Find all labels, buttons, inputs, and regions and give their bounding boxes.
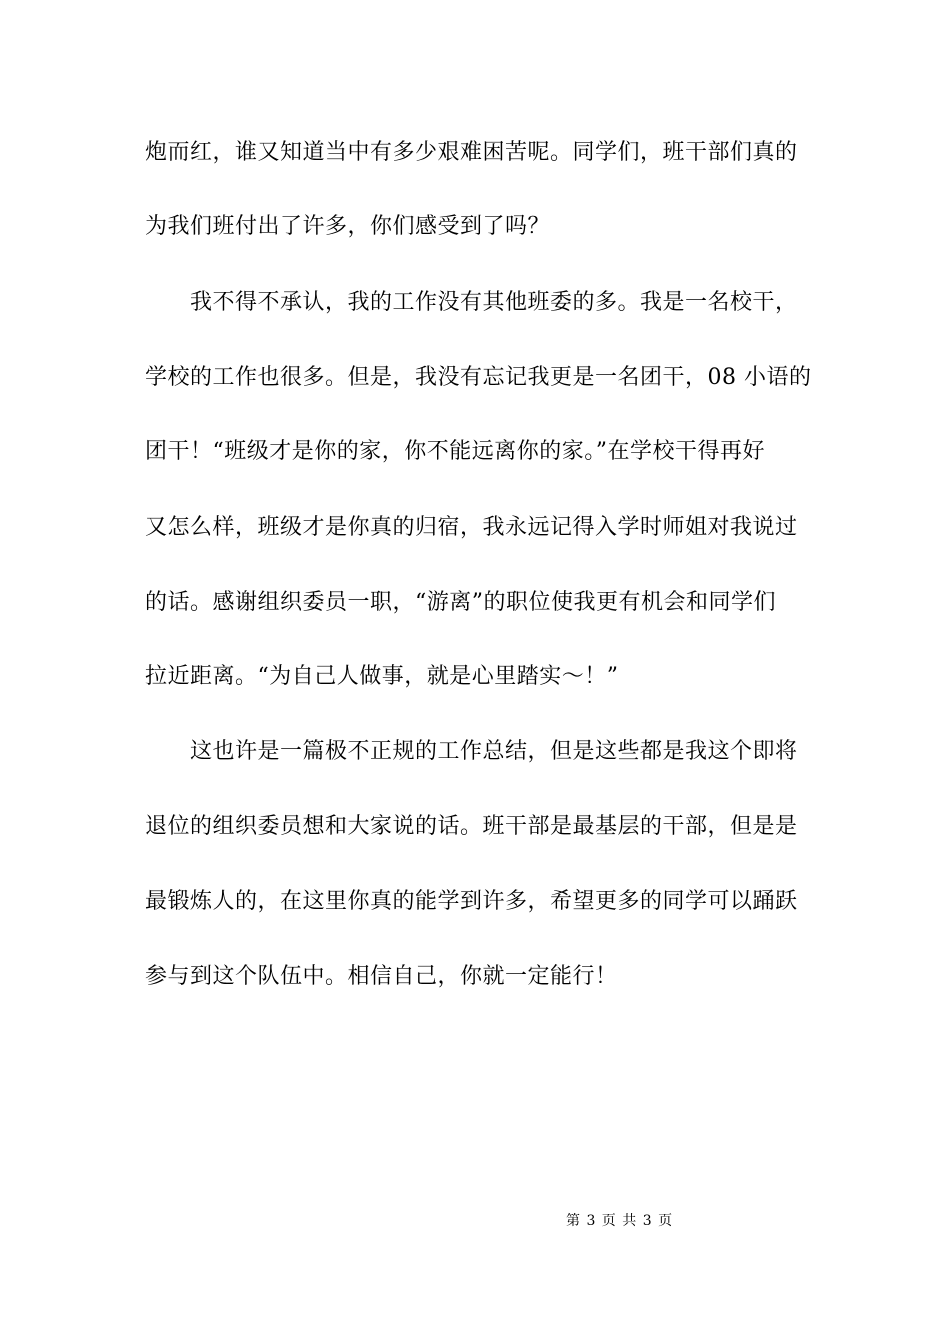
page-footer: 第 3 页 共 3 页 [566,1213,674,1229]
body-line-10: 退位的组织委员想和大家说的话。班干部是最基层的干部，但是是 [145,814,798,839]
body-line-4: 学校的工作也很多。但是，我没有忘记我更是一名团干，08 小语的 [145,365,812,390]
body-line-12: 参与到这个队伍中。相信自己，你就一定能行！ [145,964,618,989]
body-line-7: 的话。感谢组织委员一职，“游离”的职位使我更有机会和同学们 [145,590,776,615]
body-line-5: 团干！“班级才是你的家，你不能远离你的家。”在学校干得再好 [145,439,765,464]
body-line-1: 炮而红，谁又知道当中有多少艰难困苦呢。同学们，班干部们真的 [145,140,798,165]
body-line-11: 最锻炼人的，在这里你真的能学到许多，希望更多的同学可以踊跃 [145,889,798,914]
body-line-9: 这也许是一篇极不正规的工作总结，但是这些都是我这个即将 [190,739,798,764]
body-line-8: 拉近距离。“为自己人做事，就是心里踏实～！” [145,664,619,689]
body-line-3: 我不得不承认，我的工作没有其他班委的多。我是一名校干， [190,290,798,315]
body-line-2: 为我们班付出了许多，你们感受到了吗？ [145,214,551,239]
body-line-6: 又怎么样，班级才是你真的归宿，我永远记得入学时师姐对我说过 [145,515,798,540]
